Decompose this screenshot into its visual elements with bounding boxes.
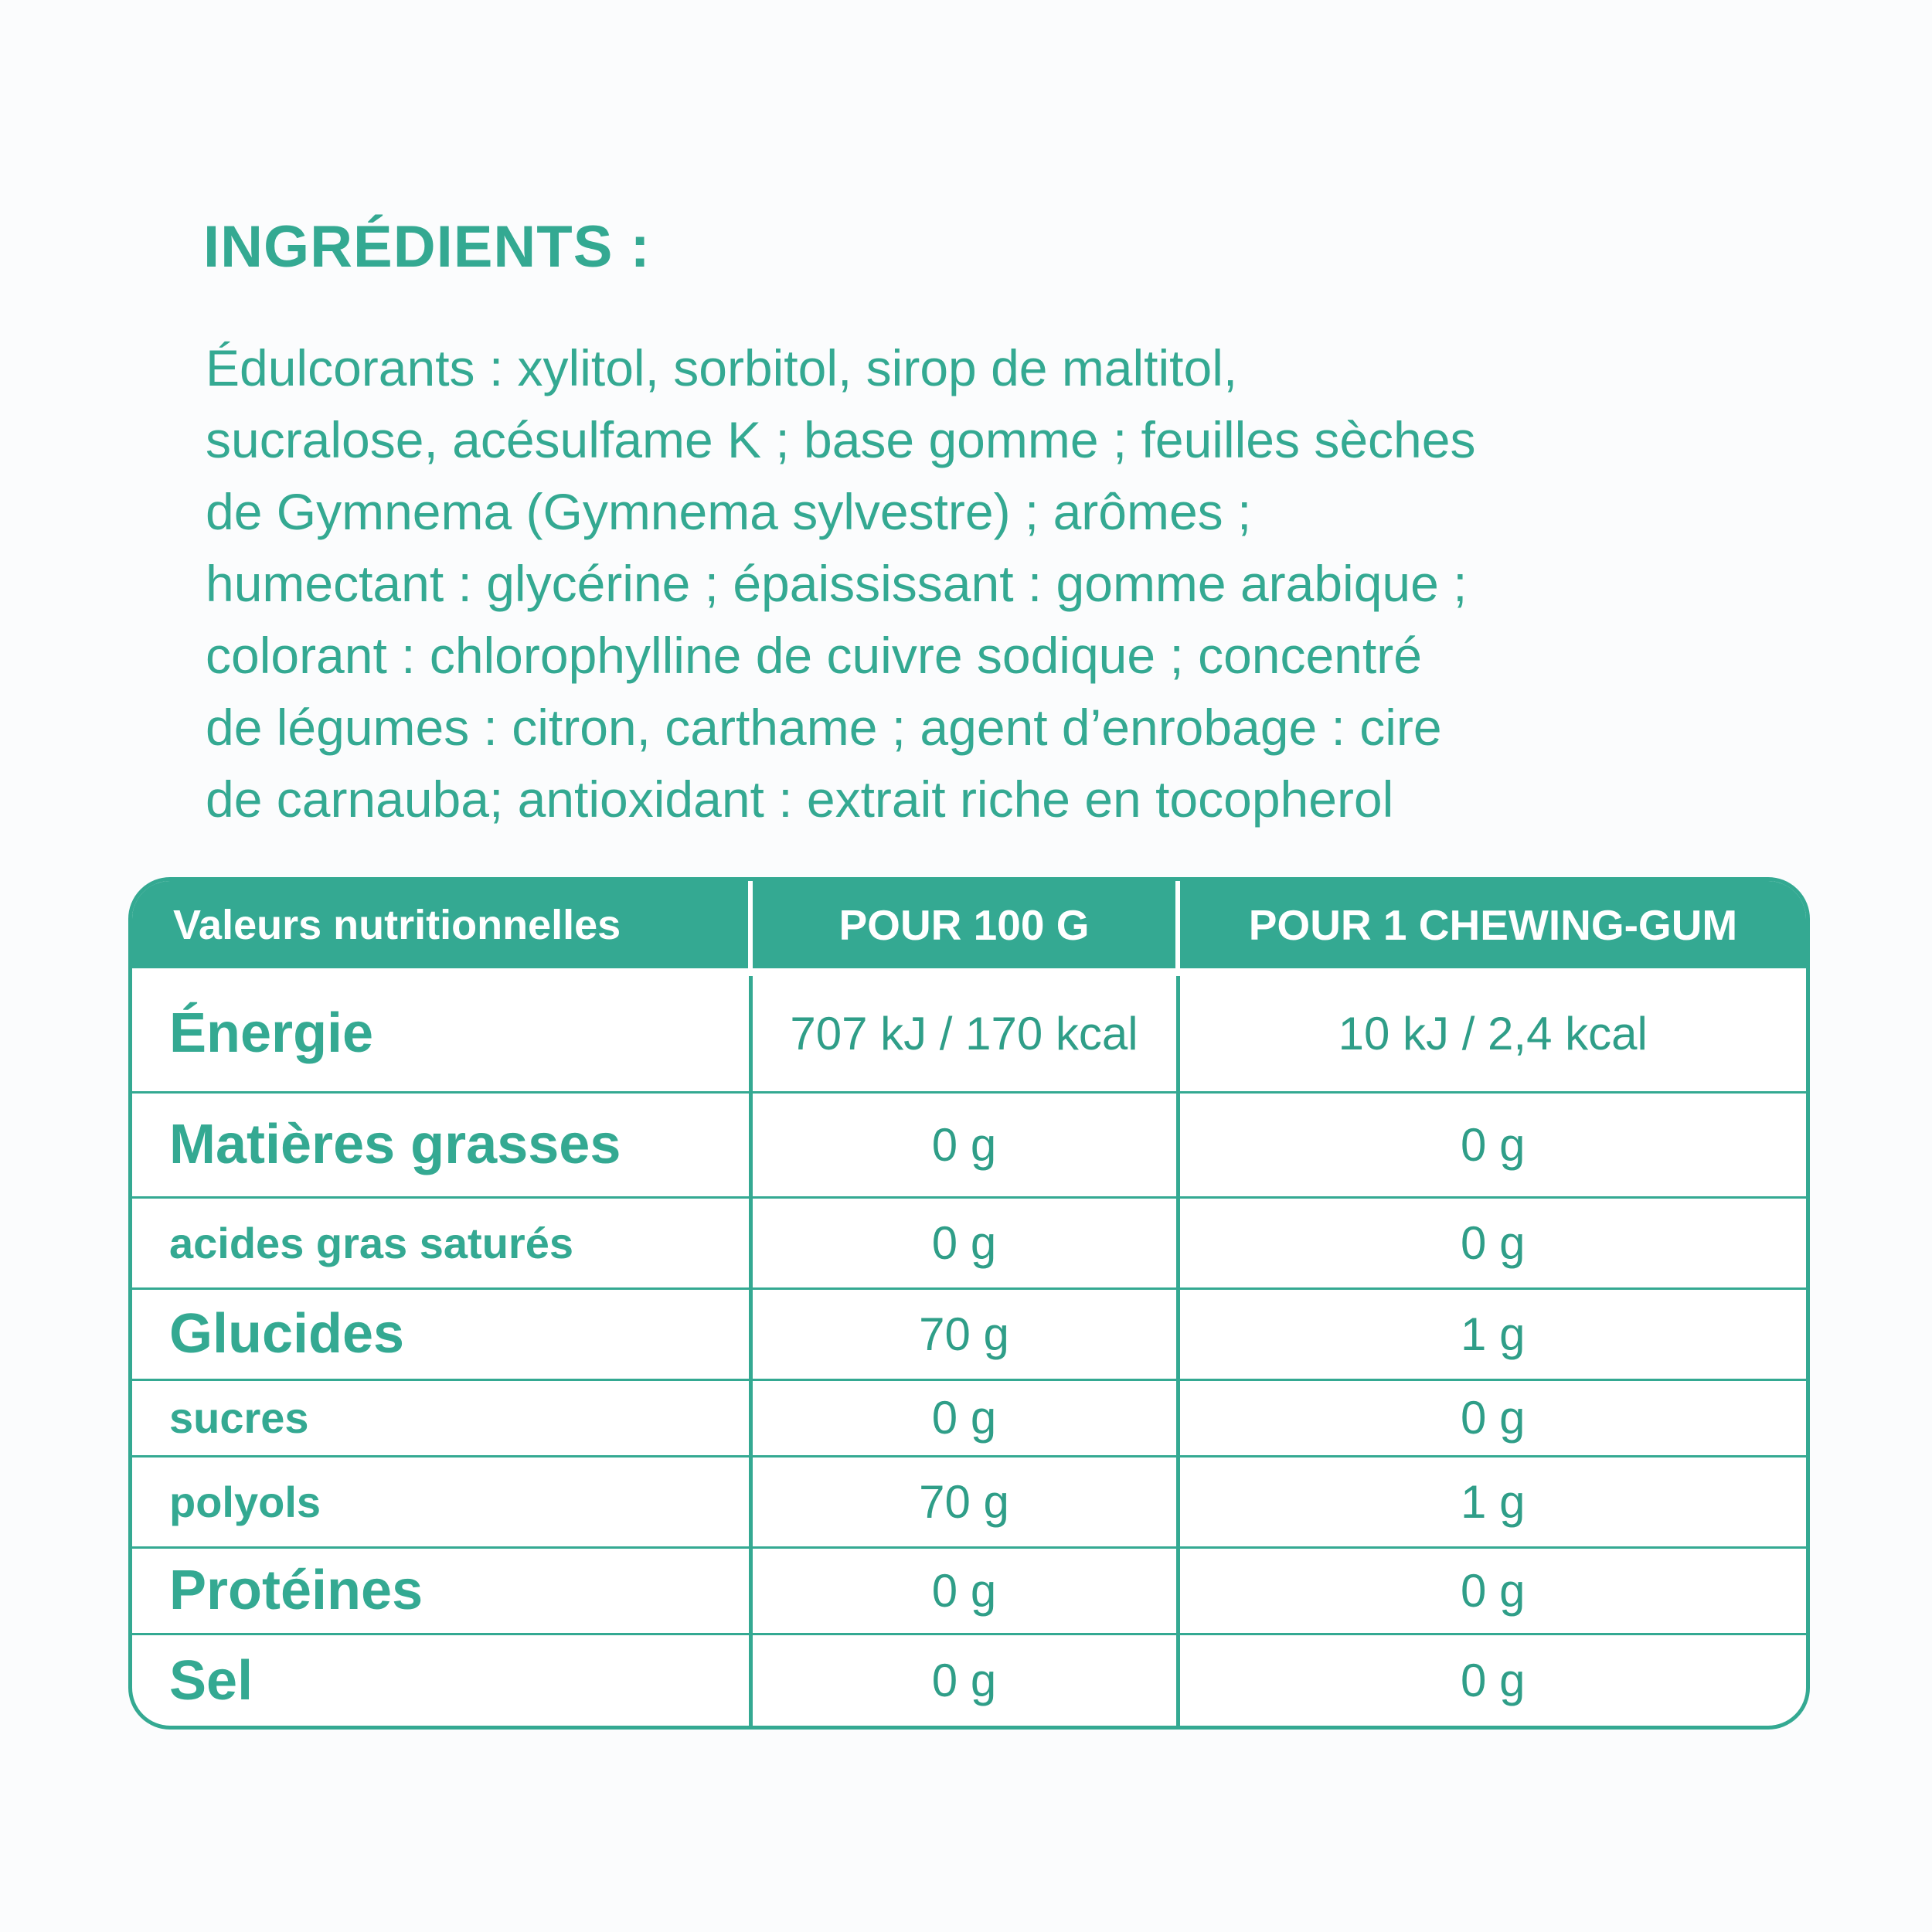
ingredients-line: humectant : glycérine ; épaississant : gomme arabique ;: [206, 555, 1468, 612]
table-row-sucres: [132, 1379, 1806, 1456]
table-row-polyols: [132, 1456, 1806, 1547]
ingredients-line: de Gymnema (Gymnema sylvestre) ; arômes ;: [206, 483, 1252, 540]
row-label: sucres: [132, 1379, 750, 1456]
value-per-100g: 0 g: [750, 1092, 1178, 1197]
row-label: Protéines: [132, 1547, 750, 1634]
ingredients-line: sucralose, acésulfame K ; base gomme ; feuilles sèches: [206, 411, 1476, 468]
ingredients-line: de légumes : citron, carthame ; agent d’enrobage : cire: [206, 699, 1442, 756]
value-per-gum: 0 g: [1178, 1092, 1806, 1197]
value-per-100g: 0 g: [750, 1197, 1178, 1288]
table-row-glucides: [132, 1288, 1806, 1379]
value-per-100g: 0 g: [750, 1379, 1178, 1456]
row-label: Sel: [132, 1634, 750, 1726]
ingredients-line: Édulcorants : xylitol, sorbitol, sirop de maltitol,: [206, 339, 1238, 396]
value-per-100g: 0 g: [750, 1547, 1178, 1634]
nutrition-table-frame: [128, 877, 1810, 1730]
table-row-proteines: [132, 1547, 1806, 1634]
value-per-gum: 10 kJ / 2,4 kcal: [1178, 972, 1806, 1092]
table-row-energie: [132, 972, 1806, 1092]
row-label: Matières grasses: [132, 1092, 750, 1197]
ingredients-line: colorant : chlorophylline de cuivre sodique ; concentré: [206, 627, 1422, 684]
ingredients-line: de carnauba; antioxidant : extrait riche en tocopherol: [206, 770, 1394, 828]
value-per-gum: 0 g: [1178, 1547, 1806, 1634]
table-row-matieres-grasses: [132, 1092, 1806, 1197]
header-nutrition-values: Valeurs nutritionnelles: [132, 881, 750, 972]
value-per-gum: 1 g: [1178, 1288, 1806, 1379]
ingredients-text: [206, 332, 1782, 835]
header-per-100g: POUR 100 G: [750, 881, 1178, 972]
value-per-gum: 0 g: [1178, 1197, 1806, 1288]
row-label: Énergie: [132, 972, 750, 1092]
value-per-100g: 70 g: [750, 1456, 1178, 1547]
value-per-gum: 0 g: [1178, 1634, 1806, 1726]
nutrition-table: [132, 881, 1806, 1726]
ingredients-title: INGRÉDIENTS :: [203, 214, 651, 280]
table-row-sel: [132, 1634, 1806, 1726]
nutrition-header-row: [132, 881, 1806, 972]
header-per-chewing-gum: POUR 1 CHEWING-GUM: [1178, 881, 1806, 972]
value-per-gum: 1 g: [1178, 1456, 1806, 1547]
value-per-100g: 0 g: [750, 1634, 1178, 1726]
value-per-gum: 0 g: [1178, 1379, 1806, 1456]
row-label: Glucides: [132, 1288, 750, 1379]
row-label: polyols: [132, 1456, 750, 1547]
value-per-100g: 707 kJ / 170 kcal: [750, 972, 1178, 1092]
value-per-100g: 70 g: [750, 1288, 1178, 1379]
table-row-acides-gras-satures: [132, 1197, 1806, 1288]
row-label: acides gras saturés: [132, 1197, 750, 1288]
